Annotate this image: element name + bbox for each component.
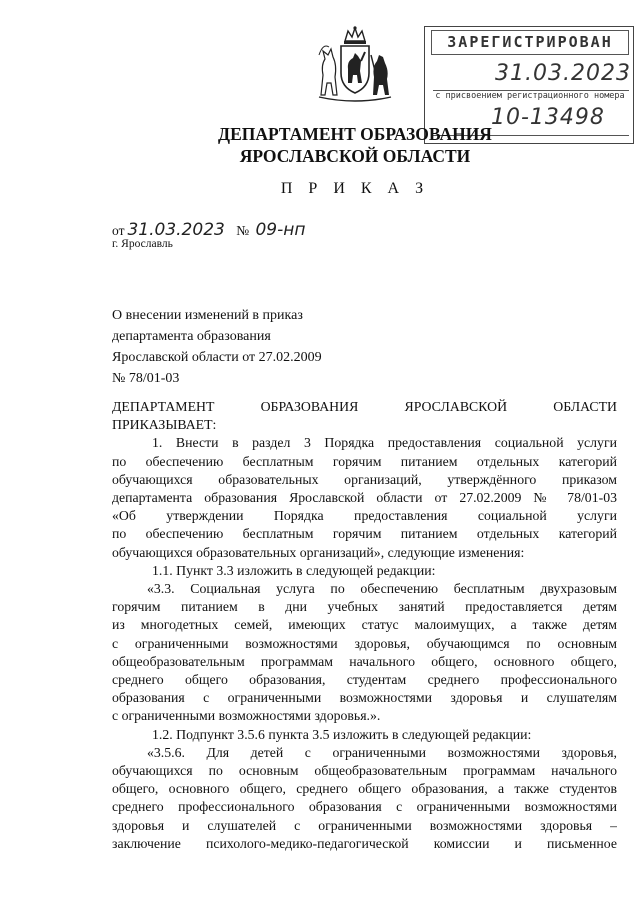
coat-of-arms-emblem [315, 25, 395, 105]
body-line: по обеспечению бесплатным горячим питанием отдельных категорий [112, 526, 617, 542]
department-line-2: ЯРОСЛАВСКОЙ ОБЛАСТИ [239, 146, 471, 166]
handwritten-number: 09-нп [255, 220, 306, 240]
body-line: из многодетных семей, имеющих статус малоимущих, а также детям [112, 617, 617, 633]
body-line: «3.3. Социальная услуга по обеспечению бесплатным двухразовым [147, 581, 617, 597]
document-type: П Р И К А З [280, 180, 430, 197]
body-line: горячим питанием в дни учебных занятий предоставляется детям [112, 599, 617, 615]
body-line: по обеспечению бесплатным горячим питанием отдельных категорий [112, 453, 617, 469]
body-line: обучающихся образовательных организаций, утверждённого приказом [112, 471, 617, 487]
number-label: № [236, 223, 250, 238]
body-line: «3.5.6. Для детей с ограниченными возможностями здоровья, [147, 744, 617, 760]
city: г. Ярославль [112, 238, 173, 250]
body-line: общего, основного общего, среднего общего образования, а также студентов [112, 781, 617, 797]
subject-line: Ярославской области от 27.02.2009 [112, 350, 322, 365]
body-line: среднего профессионального образования с ограниченными возможностями [112, 799, 617, 815]
body-line: с ограниченными возможностями здоровья, обучающимся по основным [112, 635, 617, 651]
date-label: от [112, 223, 125, 238]
department-name [150, 123, 560, 167]
body-line: здоровья и слушателей с ограниченными возможностями здоровья – [112, 817, 617, 833]
department-line-1: ДЕПАРТАМЕНТ ОБРАЗОВАНИЯ [218, 124, 492, 144]
body-line: 1. Внести в раздел 3 Порядка предоставления социальной услуги [152, 435, 617, 451]
stamp-date: 31.03.2023 [495, 61, 631, 86]
body-line: обучающихся образовательных организаций», следующие изменения: [112, 544, 525, 560]
subject-line: № 78/01-03 [112, 371, 180, 386]
stamp-registration-number: 10-13498 [491, 105, 605, 130]
body-line: общеобразовательным программам начального общего, основного общего, [112, 653, 617, 669]
stamp-assignment-note: с присвоением регистрационного номера [435, 91, 625, 101]
body-line: обучающихся по основным общеобразовательным программам начального [112, 763, 617, 779]
body-line: «Об утверждении Порядка предоставления социальной услуги [112, 508, 617, 524]
body-line: 1.2. Подпункт 3.5.6 пункта 3.5 изложить в следующей редакции: [152, 726, 532, 742]
subject-line: департамента образования [112, 329, 271, 344]
body-line: среднего общего образования, студентам среднего профессионального [112, 672, 617, 688]
body-line: с ограниченными возможностями здоровья.». [112, 708, 381, 724]
body-line: образования с ограниченными возможностями здоровья и слушателям [112, 690, 617, 706]
body-line: 1.1. Пункт 3.3 изложить в следующей редакции: [152, 562, 436, 578]
body-line: ДЕПАРТАМЕНТ ОБРАЗОВАНИЯ ЯРОСЛАВСКОЙ ОБЛАСТИ [112, 399, 617, 414]
handwritten-date: 31.03.2023 [127, 220, 225, 240]
order-date-number [112, 220, 313, 240]
body-line: заключение психолого-медико-педагогической комиссии и письменное [112, 835, 617, 851]
subject-line: О внесении изменений в приказ [112, 308, 303, 323]
body-line: ПРИКАЗЫВАЕТ: [112, 417, 217, 433]
stamp-header: ЗАРЕГИСТРИРОВАН [431, 30, 629, 55]
order-subject [112, 305, 322, 389]
body-line: департамента образования Ярославской области от 27.02.2009 № 78/01-03 [112, 490, 617, 506]
order-body [112, 398, 617, 853]
